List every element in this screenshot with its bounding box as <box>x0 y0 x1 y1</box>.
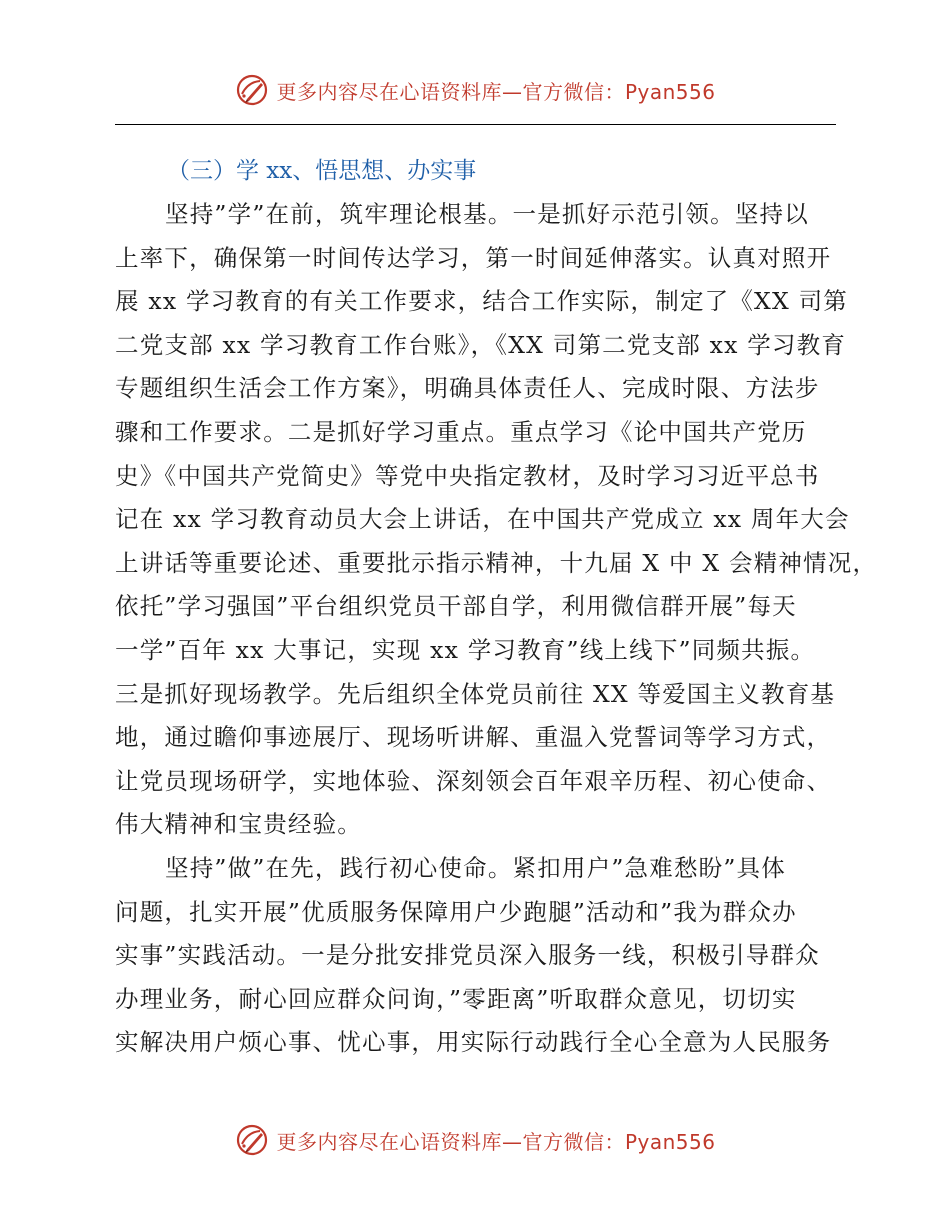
text-line: 骤和工作要求。二是抓好学习重点。重点学习《论中国共产党历 <box>115 417 807 446</box>
text-line: 坚持”学”在前，筑牢理论根基。一是抓好示范引领。坚持以 <box>165 200 809 228</box>
section-heading: （三）学 xx、悟思想、办实事 <box>167 158 477 184</box>
watermark-text: 更多内容尽在心语资料库—官方微信：Pyan556 <box>276 79 716 104</box>
paragraph-1 <box>115 193 878 847</box>
text-line: 地，通过瞻仰事迹展厅、现场听讲解、重温入党誓词等学习方式， <box>115 723 832 752</box>
text-line: 实事”实践活动。一是分批安排党员深入服务一线，积极引导群众 <box>115 941 820 970</box>
watermark-text: 更多内容尽在心语资料库—官方微信：Pyan556 <box>276 1129 716 1154</box>
text-line: 记在 xx 学习教育动员大会上讲话，在中国共产党成立 xx 周年大会 <box>115 505 850 534</box>
pen-logo-icon <box>234 1122 270 1158</box>
document-body <box>115 150 878 1065</box>
text-line: 史》《中国共产党简史》等党中央指定教材，及时学习习近平总书 <box>115 461 820 490</box>
header-watermark <box>0 68 950 112</box>
pen-logo-icon <box>234 72 270 108</box>
text-line: 坚持”做”在先，践行初心使命。紧扣用户”急难愁盼”具体 <box>165 853 786 882</box>
footer-watermark <box>0 1118 950 1162</box>
text-line: 上讲话等重要论述、重要批示指示精神，十九届 X 中 X 会精神情况， <box>115 548 878 577</box>
header-divider <box>115 124 836 125</box>
text-line: 三是抓好现场教学。先后组织全体党员前往 XX 等爱国主义教育基 <box>115 679 836 708</box>
text-line: 展 xx 学习教育的有关工作要求，结合工作实际，制定了《XX 司第 <box>115 287 848 316</box>
text-line: 二党支部 xx 学习教育工作台账》，《XX 司第二党支部 xx 学习教育 <box>115 330 847 359</box>
text-line: 专题组织生活会工作方案》，明确具体责任人、完成时限、方法步 <box>115 374 820 403</box>
text-line: 问题，扎实开展”优质服务保障用户少跑腿”活动和”我为群众办 <box>115 897 797 926</box>
text-line: 办理业务，耐心回应群众问询，”零距离”听取群众意见，切切实 <box>115 984 797 1013</box>
text-line: 让党员现场研学，实地体验、深刻领会百年艰辛历程、初心使命、 <box>115 766 832 795</box>
text-line: 实解决用户烦心事、忧心事，用实际行动践行全心全意为人民服务 <box>115 1028 832 1057</box>
text-line: 伟大精神和宝贵经验。 <box>115 810 362 839</box>
paragraph-2 <box>115 847 855 1065</box>
text-line: 上率下，确保第一时间传达学习，第一时间延伸落实。认真对照开 <box>115 243 832 272</box>
text-line: 依托”学习强国”平台组织党员干部自学，利用微信群开展”每天 <box>115 592 797 621</box>
text-line: 一学”百年 xx 大事记，实现 xx 学习教育”线上线下”同频共振。 <box>115 635 816 664</box>
